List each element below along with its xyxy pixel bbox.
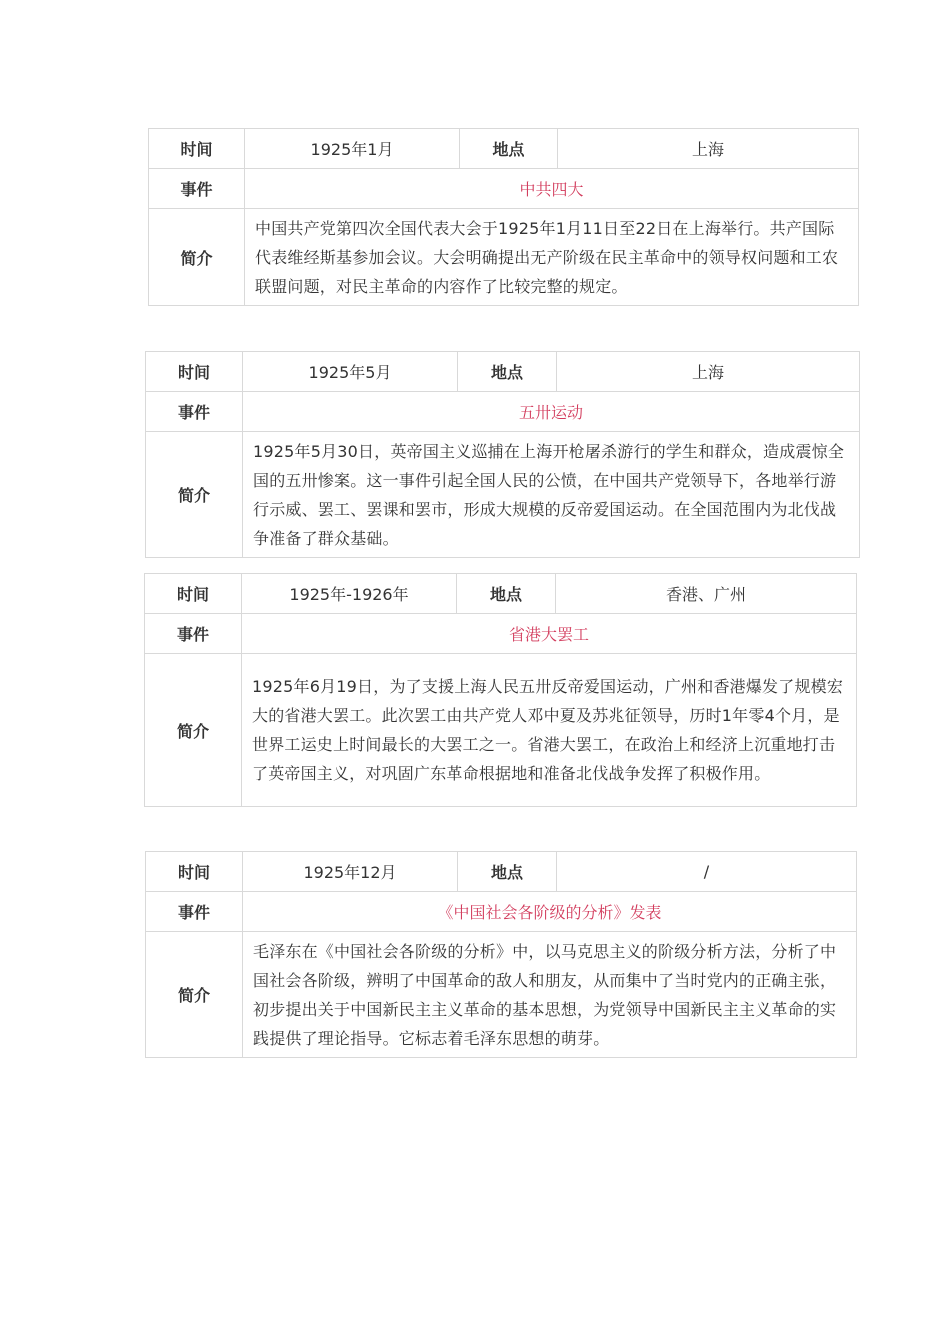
event-description: 1925年6月19日，为了支援上海人民五卅反帝爱国运动，广州和香港爆发了规模宏大的省港大罢工。此次罢工由共产党人邓中夏及苏兆征领导，历时1年零4个月，是世界工运史上时间最长的大罢工之一。省港大罢工，在政治上和经济上沉重地打击了英帝国主义，对巩固广东革命根据地和准备北伐战争发挥了积极作用。 xyxy=(242,654,857,807)
event-table-2 xyxy=(145,351,860,558)
time-value: 1925年1月 xyxy=(245,129,460,169)
place-label: 地点 xyxy=(460,129,558,169)
place-value: 上海 xyxy=(557,352,860,392)
desc-label: 简介 xyxy=(149,209,245,306)
table-row xyxy=(149,209,859,306)
desc-label: 简介 xyxy=(146,932,243,1058)
table-row xyxy=(146,352,860,392)
event-name: 中共四大 xyxy=(245,169,859,209)
event-table-4 xyxy=(145,851,857,1058)
event-label: 事件 xyxy=(146,892,243,932)
table-row xyxy=(145,574,857,614)
event-label: 事件 xyxy=(146,392,243,432)
event-name: 五卅运动 xyxy=(243,392,860,432)
time-label: 时间 xyxy=(149,129,245,169)
place-label: 地点 xyxy=(457,574,556,614)
place-value: 上海 xyxy=(558,129,859,169)
time-value: 1925年-1926年 xyxy=(242,574,457,614)
time-label: 时间 xyxy=(146,352,243,392)
place-value: 香港、广州 xyxy=(556,574,857,614)
table-row xyxy=(145,614,857,654)
desc-label: 简介 xyxy=(146,432,243,558)
event-label: 事件 xyxy=(149,169,245,209)
place-label: 地点 xyxy=(458,352,557,392)
table-row xyxy=(145,654,857,807)
event-description: 中国共产党第四次全国代表大会于1925年1月11日至22日在上海举行。共产国际代表维经斯基参加会议。大会明确提出无产阶级在民主革命中的领导权问题和工农联盟问题，对民主革命的内容作了比较完整的规定。 xyxy=(245,209,859,306)
place-value: / xyxy=(557,852,857,892)
time-value: 1925年12月 xyxy=(243,852,458,892)
event-name: 省港大罢工 xyxy=(242,614,857,654)
event-description: 1925年5月30日，英帝国主义巡捕在上海开枪屠杀游行的学生和群众，造成震惊全国的五卅惨案。这一事件引起全国人民的公愤，在中国共产党领导下，各地举行游行示威、罢工、罢课和罢市，形成大规模的反帝爱国运动。在全国范围内为北伐战争准备了群众基础。 xyxy=(243,432,860,558)
table-row xyxy=(149,129,859,169)
place-label: 地点 xyxy=(458,852,557,892)
table-row xyxy=(149,169,859,209)
event-name: 《中国社会各阶级的分析》发表 xyxy=(243,892,857,932)
event-table-3 xyxy=(144,573,857,807)
time-value: 1925年5月 xyxy=(243,352,458,392)
desc-label: 简介 xyxy=(145,654,242,807)
event-description: 毛泽东在《中国社会各阶级的分析》中，以马克思主义的阶级分析方法，分析了中国社会各阶级，辨明了中国革命的敌人和朋友，从而集中了当时党内的正确主张，初步提出关于中国新民主主义革命的基本思想，为党领导中国新民主主义革命的实践提供了理论指导。它标志着毛泽东思想的萌芽。 xyxy=(243,932,857,1058)
table-row xyxy=(146,432,860,558)
table-row xyxy=(146,852,857,892)
table-row xyxy=(146,932,857,1058)
event-table-1 xyxy=(148,128,859,306)
table-row xyxy=(146,392,860,432)
table-row xyxy=(146,892,857,932)
time-label: 时间 xyxy=(145,574,242,614)
time-label: 时间 xyxy=(146,852,243,892)
event-label: 事件 xyxy=(145,614,242,654)
